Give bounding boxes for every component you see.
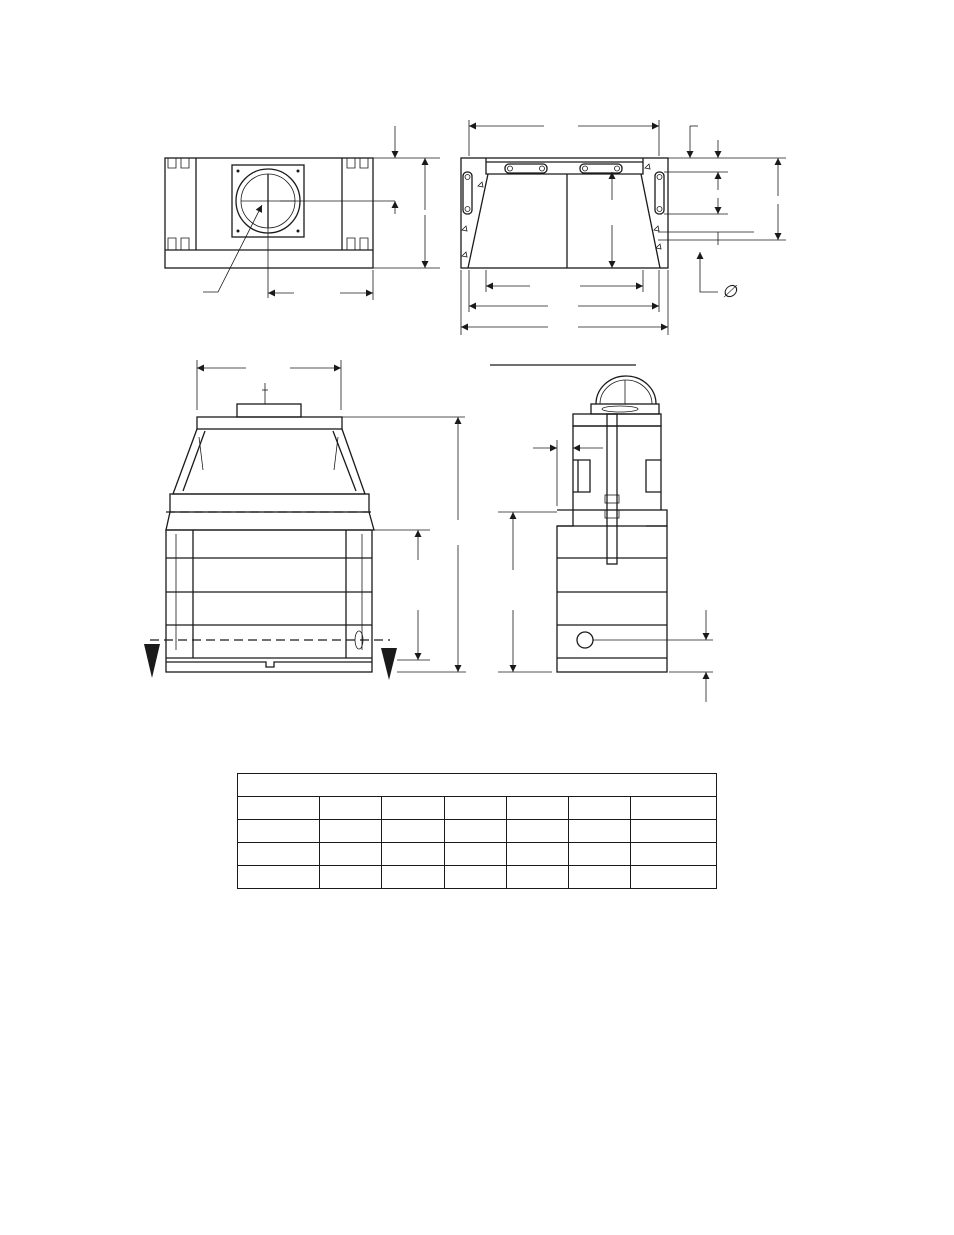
front-view	[144, 360, 466, 680]
side-view	[498, 376, 713, 702]
table-cell	[569, 866, 631, 889]
table-row	[238, 866, 717, 889]
table-cell	[445, 820, 507, 843]
table-cell	[320, 866, 382, 889]
table-cell	[382, 797, 445, 820]
table-cell	[238, 820, 320, 843]
table-cell	[382, 866, 445, 889]
table-cell	[445, 866, 507, 889]
table-row	[238, 843, 717, 866]
table-cell	[569, 797, 631, 820]
table-cell	[238, 866, 320, 889]
table-cell	[320, 843, 382, 866]
diameter-symbol: ∅	[722, 282, 737, 302]
table-cell	[238, 797, 320, 820]
table-cell	[631, 866, 717, 889]
table-cell	[382, 843, 445, 866]
detail-view	[461, 120, 786, 335]
table-cell	[507, 866, 569, 889]
table-cell	[320, 820, 382, 843]
table-cell	[445, 843, 507, 866]
table-cell	[631, 820, 717, 843]
table-cell	[445, 797, 507, 820]
table-cell	[631, 797, 717, 820]
table-row	[238, 820, 717, 843]
top-view	[165, 126, 440, 300]
table-cell	[382, 820, 445, 843]
table-header-row	[238, 774, 717, 797]
table-cell	[569, 843, 631, 866]
table-cell	[507, 797, 569, 820]
table-cell	[569, 820, 631, 843]
table-cell	[631, 843, 717, 866]
table-cell	[507, 843, 569, 866]
table-row	[238, 797, 717, 820]
specification-table	[237, 773, 717, 889]
table-cell	[238, 843, 320, 866]
table-cell	[320, 797, 382, 820]
table-header-cell	[238, 774, 717, 797]
table-cell	[507, 820, 569, 843]
